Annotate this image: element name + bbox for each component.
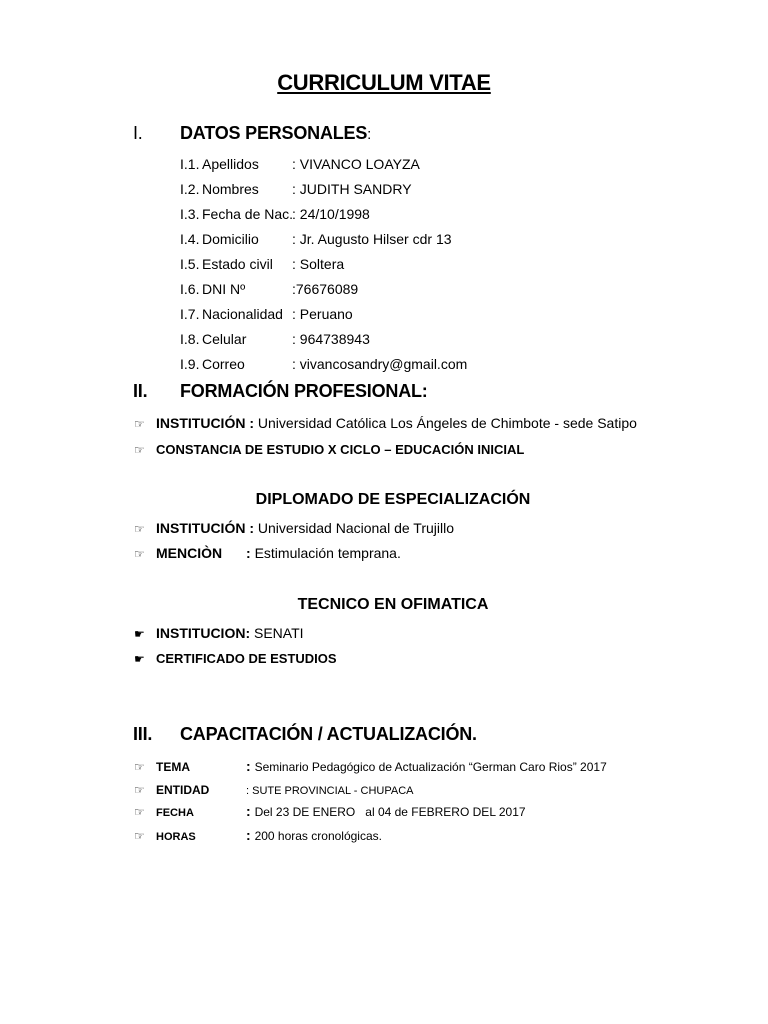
row-value: : JUDITH SANDRY bbox=[292, 181, 412, 197]
personal-row bbox=[180, 281, 358, 299]
section-number: II. bbox=[133, 381, 148, 401]
row-code: I.3. bbox=[180, 206, 200, 222]
training-horas: ☞ HORAS : 200 horas cronológicas. bbox=[134, 827, 382, 843]
section-formation-heading bbox=[133, 381, 428, 402]
row-code: I.5. bbox=[180, 256, 200, 272]
personal-row bbox=[180, 331, 370, 349]
row-label: Celular bbox=[202, 331, 247, 347]
section-number: III. bbox=[133, 724, 153, 744]
diplomado-institution: ☞ INSTITUCIÓN : Universidad Nacional de Trujillo bbox=[134, 520, 455, 536]
row-label: Nombres bbox=[202, 181, 259, 197]
row-value: : 24/10/1998 bbox=[292, 206, 370, 222]
personal-row bbox=[180, 256, 344, 274]
formation-constancia: ☞ CONSTANCIA DE ESTUDIO X CICLO – EDUCACIÓN INICIAL bbox=[134, 442, 525, 457]
pointing-hand-icon: ☞ bbox=[134, 547, 145, 561]
section-title: DATOS PERSONALES bbox=[180, 123, 368, 143]
row-label: DNI Nº bbox=[202, 281, 246, 297]
row-value: : Soltera bbox=[292, 256, 345, 272]
row-label: Apellidos bbox=[202, 156, 259, 172]
personal-row bbox=[180, 231, 452, 249]
row-label: Fecha de Nac. bbox=[202, 206, 294, 222]
section-training-heading bbox=[133, 724, 477, 745]
row-code: I.8. bbox=[180, 331, 200, 347]
pointing-hand-icon: ☛ bbox=[134, 627, 145, 641]
row-value: : 964738943 bbox=[292, 331, 370, 347]
document-title: CURRICULUM VITAE bbox=[277, 70, 491, 95]
diplomado-heading: DIPLOMADO DE ESPECIALIZACIÓN bbox=[255, 491, 531, 508]
row-code: I.1. bbox=[180, 156, 200, 172]
pointing-hand-icon: ☞ bbox=[134, 522, 145, 536]
section-title: FORMACIÓN PROFESIONAL: bbox=[180, 381, 428, 401]
row-code: I.4. bbox=[180, 231, 200, 247]
formation-institution: ☞ INSTITUCIÓN : Universidad Católica Los Ángeles de Chimbote - sede Satipo bbox=[134, 415, 637, 431]
pointing-hand-icon: ☞ bbox=[134, 443, 145, 457]
pointing-hand-icon: ☞ bbox=[134, 829, 145, 843]
ofimatica-certificate: ☛ CERTIFICADO DE ESTUDIOS bbox=[134, 651, 337, 666]
row-code: I.7. bbox=[180, 306, 200, 322]
section-personal-heading bbox=[133, 123, 371, 144]
row-value: :76676089 bbox=[292, 281, 359, 297]
ofimatica-institution: ☛ INSTITUCION: SENATI bbox=[134, 625, 304, 641]
training-tema: ☞ TEMA : Seminario Pedagógico de Actualización “German Caro Rios” 2017 bbox=[134, 758, 607, 774]
personal-row bbox=[180, 306, 353, 324]
section-suffix: : bbox=[367, 126, 372, 143]
pointing-hand-icon: ☞ bbox=[134, 417, 145, 431]
section-number: I. bbox=[133, 123, 143, 143]
row-code: I.2. bbox=[180, 181, 200, 197]
diplomado-mencion: ☞ MENCIÒN : Estimulación temprana. bbox=[134, 545, 401, 561]
personal-row bbox=[180, 206, 370, 224]
section-title: CAPACITACIÓN / ACTUALIZACIÓN. bbox=[180, 724, 477, 744]
row-value: : Peruano bbox=[292, 306, 353, 322]
pointing-hand-icon: ☞ bbox=[134, 760, 145, 774]
personal-row bbox=[180, 181, 412, 199]
ofimatica-heading: TECNICO EN OFIMATICA bbox=[297, 596, 489, 613]
row-label: Domicilio bbox=[202, 231, 259, 247]
row-code: I.9. bbox=[180, 356, 200, 372]
row-code: I.6. bbox=[180, 281, 200, 297]
training-entidad: ☞ ENTIDAD : SUTE PROVINCIAL - CHUPACA bbox=[134, 783, 414, 797]
pointing-hand-icon: ☛ bbox=[134, 652, 145, 666]
row-label: Estado civil bbox=[202, 256, 273, 272]
row-value: : VIVANCO LOAYZA bbox=[292, 156, 420, 172]
row-value: : Jr. Augusto Hilser cdr 13 bbox=[292, 231, 452, 247]
personal-row bbox=[180, 156, 420, 174]
row-label: Correo bbox=[202, 356, 245, 372]
personal-row bbox=[180, 356, 467, 374]
training-fecha: ☞ FECHA : Del 23 DE ENERO al 04 de FEBRERO DEL 2017 bbox=[134, 803, 526, 819]
row-value: : vivancosandry@gmail.com bbox=[292, 356, 468, 372]
pointing-hand-icon: ☞ bbox=[134, 783, 145, 797]
row-label: Nacionalidad bbox=[202, 306, 283, 322]
pointing-hand-icon: ☞ bbox=[134, 805, 145, 819]
